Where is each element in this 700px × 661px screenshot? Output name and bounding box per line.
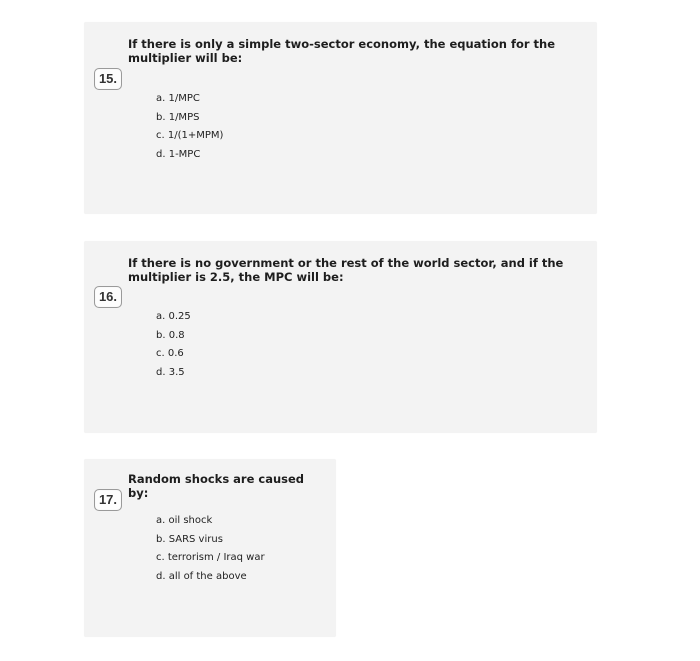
answer-option-b[interactable]: b. 0.8: [156, 329, 185, 341]
question-card-17: [84, 459, 336, 637]
answer-option-a[interactable]: a. 1/MPC: [156, 93, 200, 104]
answer-option-c[interactable]: c. terrorism / Iraq war: [156, 552, 265, 563]
answer-options: [156, 512, 265, 586]
answer-option-d[interactable]: d. 1-MPC: [156, 148, 201, 160]
question-text: If there is no government or the rest of the world sector, and if the multiplier is 2.5, the MPC will be:: [128, 256, 564, 284]
question-text: Random shocks are caused by:: [128, 472, 305, 500]
answer-option-b[interactable]: b. SARS virus: [156, 533, 223, 545]
answer-options: [156, 308, 191, 382]
answer-options: [156, 90, 223, 164]
answer-option-d[interactable]: d. all of the above: [156, 570, 247, 582]
question-number-badge: 16.: [94, 286, 122, 308]
answer-option-a[interactable]: a. 0.25: [156, 311, 191, 322]
answer-option-c[interactable]: c. 1/(1+MPM): [156, 130, 224, 141]
question-card-16: [84, 241, 597, 433]
question-card-15: [84, 22, 597, 214]
question-text: If there is only a simple two-sector economy, the equation for the multiplier will be:: [128, 37, 556, 65]
answer-option-b[interactable]: b. 1/MPS: [156, 111, 200, 123]
question-number-badge: 17.: [94, 489, 122, 511]
question-number-badge: 15.: [94, 68, 122, 90]
answer-option-a[interactable]: a. oil shock: [156, 515, 213, 526]
answer-option-c[interactable]: c. 0.6: [156, 348, 184, 359]
answer-option-d[interactable]: d. 3.5: [156, 366, 185, 378]
